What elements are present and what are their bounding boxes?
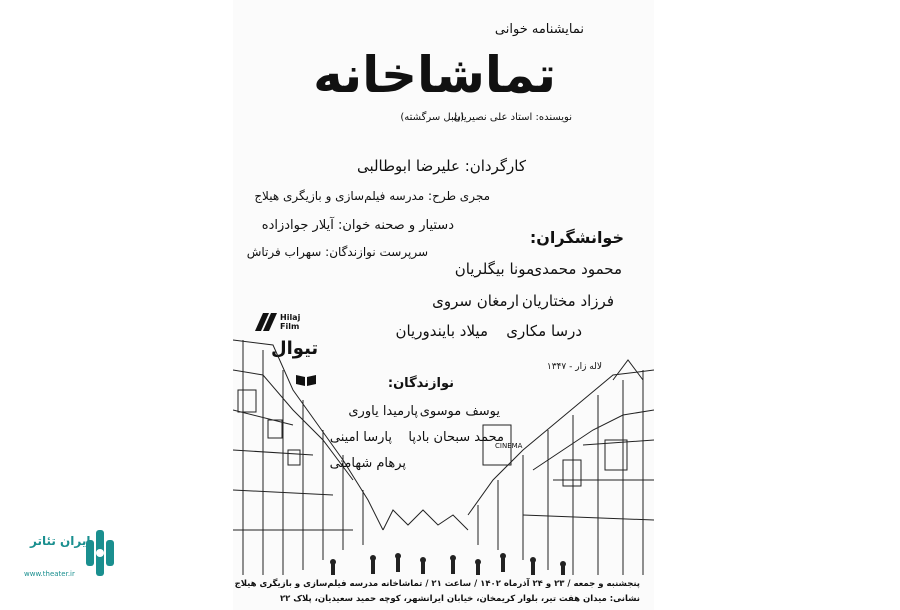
iran-theater-name: ایران تئاتر [30, 534, 91, 548]
musician-name: یوسف موسوی [419, 404, 500, 419]
reader-name: محمود محمدی [530, 260, 622, 278]
hilaj-logo [255, 313, 307, 331]
schedule-line: پنجشنبه و جمعه / ۲۳ و ۲۴ آذرماه ۱۴۰۲ / ساعت ۲۱ / تماشاخانه مدرسه فیلم‌سازی و بازیگری هیلاج [234, 579, 640, 589]
sketch-signature: لاله زار - ۱۳۴۷ [546, 362, 602, 372]
reader-name: مونا بیگلریان [454, 260, 534, 278]
assistant-credit: دستیار و صحنه خوان: آیلار جوادزاده [261, 218, 454, 233]
reader-name: درسا مکاری [506, 322, 582, 340]
poster [233, 0, 654, 610]
musician-name: محمد سبحان بادپا [408, 430, 504, 445]
reader-name: میلاد بایندوریان [395, 322, 488, 340]
address-line: نشانی: میدان هفت تیر، بلوار کریمخان، خیابان ایرانشهر، کوچه حمید سعیدیان، پلاک ۲۲ [279, 594, 640, 604]
music-lead-credit: سرپرست نوازندگان: سهراب فرتاش [246, 245, 428, 259]
producer-credit: مجری طرح: مدرسه فیلم‌سازی و بازیگری هیلاج [254, 189, 490, 203]
supertitle: نمایشنامه خوانی [494, 22, 584, 37]
book-icon [295, 372, 317, 386]
reader-name: ارمغان سروی [432, 292, 519, 310]
author-line: نویسنده: استاد علی نصیریان [453, 112, 572, 123]
cinema-sign: CINEMA [495, 442, 523, 450]
tival-logo: تیوال [271, 338, 319, 359]
iran-theater-url: www.theater.ir [24, 570, 75, 578]
musician-name: پارسا امینی [329, 430, 392, 445]
iran-theater-watermark [12, 526, 140, 590]
musicians-heading: نوازندگان: [387, 376, 454, 391]
play-subtitle: (بلبل سرگشته) [400, 112, 464, 123]
poster-title: تماشاخانه [313, 46, 556, 104]
director-credit: کارگردان: علیرضا ابوطالبی [356, 157, 526, 175]
reader-name: فرزاد مختاریان [521, 292, 614, 310]
poster-footer [233, 575, 654, 610]
musician-name: پارمیدا یاوری [348, 404, 418, 419]
musician-name: پرهام شهامتی [329, 456, 406, 471]
hilaj-logo-text: Hilaj Film [280, 313, 301, 331]
readers-heading: خوانشگران: [529, 228, 624, 247]
